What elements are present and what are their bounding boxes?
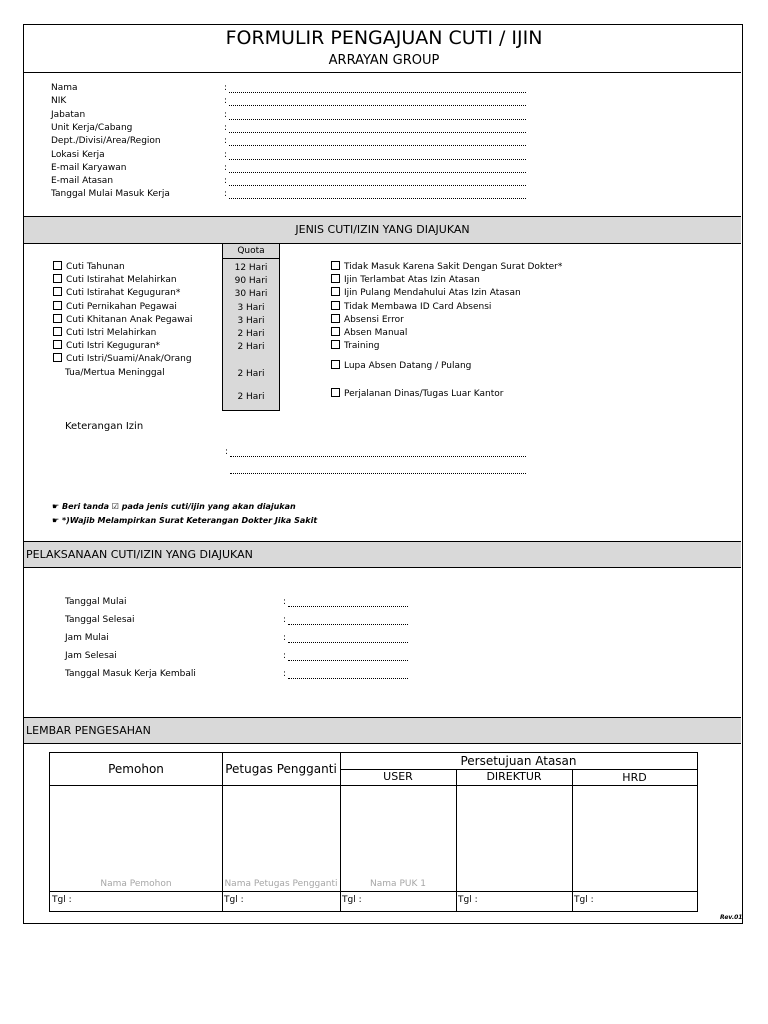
quota-value: 2 Hari [237, 329, 265, 339]
field-label: NIK [51, 96, 67, 107]
field-colon: : [224, 189, 228, 200]
leave-type-label: Cuti Istirahat Keguguran* [66, 288, 181, 298]
checkbox[interactable] [331, 274, 340, 283]
remarks-line-2[interactable] [230, 473, 526, 474]
field-input-line[interactable] [229, 159, 526, 160]
field-colon: : [224, 96, 228, 107]
tgl-pemohon: Tgl : [52, 895, 72, 905]
field-label: Tanggal Mulai Masuk Kerja [51, 189, 170, 200]
field-input-line[interactable] [229, 145, 526, 146]
quota-value: 12 Hari [234, 263, 268, 273]
permit-type-label: Lupa Absen Datang / Pulang [344, 361, 472, 371]
remarks-line-1[interactable] [230, 456, 526, 457]
checkbox[interactable] [331, 340, 340, 349]
leave-type-label: Tua/Mertua Meninggal [65, 368, 165, 378]
checkbox[interactable] [53, 327, 62, 336]
company-name: ARRAYAN GROUP [328, 53, 440, 68]
field-input-line[interactable] [229, 119, 526, 120]
leave-type-item[interactable] [53, 328, 156, 338]
user-header: USER [383, 770, 413, 783]
permit-type-item[interactable] [331, 361, 471, 371]
field-label: E-mail Atasan [51, 176, 114, 187]
approval-heading: LEMBAR PENGESAHAN [26, 724, 151, 737]
note-2 [52, 516, 317, 525]
execution-field-input-line[interactable] [288, 624, 408, 625]
execution-field-label: Tanggal Mulai [65, 597, 127, 607]
direktur-header: DIREKTUR [486, 770, 542, 783]
field-label: Lokasi Kerja [51, 149, 105, 160]
execution-field-input-line[interactable] [288, 642, 408, 643]
signature-table [49, 752, 698, 912]
tgl-hrd: Tgl : [574, 895, 594, 905]
execution-field-colon: : [283, 669, 287, 679]
checkbox[interactable] [331, 388, 340, 397]
leave-type-item[interactable] [53, 275, 177, 285]
checkbox[interactable] [331, 314, 340, 323]
permit-type-label: Tidak Masuk Karena Sakit Dengan Surat Dokter* [344, 262, 563, 272]
permit-type-item[interactable] [331, 328, 407, 338]
quota-value: 3 Hari [237, 303, 265, 313]
leave-type-item[interactable] [53, 315, 193, 325]
field-colon: : [224, 176, 228, 187]
execution-heading: PELAKSANAAN CUTI/IZIN YANG DIAJUKAN [26, 548, 253, 561]
permit-type-item[interactable] [331, 275, 480, 285]
permit-type-label: Absensi Error [344, 315, 404, 325]
permit-type-label: Tidak Membawa ID Card Absensi [344, 302, 492, 312]
note-2-text: *)Wajib Melampirkan Surat Keterangan Dokter Jika Sakit [61, 516, 318, 525]
permit-type-item[interactable] [331, 288, 521, 298]
leave-type-item[interactable] [53, 354, 192, 364]
checkbox[interactable] [331, 261, 340, 270]
pointing-hand-icon: ☛ [52, 502, 60, 511]
leave-type-label: Cuti Istri Melahirkan [66, 328, 157, 338]
execution-field-colon: : [283, 651, 287, 661]
permit-type-label: Ijin Terlambat Atas Izin Atasan [344, 275, 480, 285]
leave-request-form [23, 24, 743, 924]
leave-type-item[interactable] [53, 288, 180, 298]
permit-type-item[interactable] [331, 262, 562, 272]
leave-type-label: Cuti Istri Keguguran* [66, 341, 161, 351]
checkbox[interactable] [53, 274, 62, 283]
checkbox[interactable] [53, 287, 62, 296]
quota-value: 2 Hari [237, 342, 265, 352]
divider [24, 72, 741, 73]
pointing-hand-icon: ☛ [52, 516, 60, 525]
permit-type-item[interactable] [331, 315, 404, 325]
remarks-colon: : [225, 447, 229, 457]
permit-type-label: Absen Manual [344, 328, 408, 338]
checkbox[interactable] [53, 353, 62, 362]
quota-value: 90 Hari [234, 276, 268, 286]
execution-field-label: Tanggal Selesai [65, 615, 135, 625]
execution-field-label: Jam Mulai [65, 633, 109, 643]
quota-value: 2 Hari [237, 392, 265, 402]
checkbox[interactable] [331, 301, 340, 310]
field-colon: : [224, 136, 228, 147]
leave-type-heading: JENIS CUTI/IZIN YANG DIAJUKAN [295, 223, 470, 236]
leave-type-item[interactable] [53, 262, 125, 272]
field-colon: : [224, 122, 228, 133]
quota-value: 2 Hari [237, 369, 265, 379]
field-label: Nama [51, 83, 78, 93]
field-label: E-mail Karyawan [51, 162, 127, 173]
puk-name-placeholder: Nama PUK 1 [370, 879, 426, 889]
checkbox[interactable] [53, 301, 62, 310]
permit-type-item[interactable] [331, 389, 503, 399]
quota-header: Quota [223, 244, 279, 259]
note-1-text: Beri tanda ☑ pada jenis cuti/ijin yang akan diajukan [61, 502, 296, 511]
field-input-line[interactable] [229, 132, 526, 133]
pengganti-header: Petugas Pengganti [225, 762, 337, 776]
field-label: Unit Kerja/Cabang [51, 122, 133, 133]
form-title: FORMULIR PENGAJUAN CUTI / IJIN [225, 27, 543, 49]
leave-type-label: Cuti Tahunan [66, 262, 125, 272]
field-colon: : [224, 162, 228, 173]
execution-field-colon: : [283, 633, 287, 643]
permit-type-item[interactable] [331, 341, 380, 351]
note-1 [52, 502, 296, 511]
approval-band [24, 717, 741, 744]
checkbox[interactable] [53, 340, 62, 349]
permit-type-label: Training [344, 341, 380, 351]
leave-type-label: Cuti Istirahat Melahirkan [66, 275, 177, 285]
leave-type-item[interactable] [53, 302, 177, 312]
tgl-pengganti: Tgl : [224, 895, 244, 905]
execution-field-input-line[interactable] [288, 606, 408, 607]
leave-type-band [24, 216, 741, 244]
tgl-user: Tgl : [342, 895, 362, 905]
field-colon: : [224, 83, 228, 93]
pengganti-name-placeholder: Nama Petugas Pengganti [224, 879, 338, 889]
leave-type-label: Cuti Pernikahan Pegawai [66, 302, 177, 312]
checkbox[interactable] [53, 261, 62, 270]
checkbox[interactable] [331, 327, 340, 336]
execution-field-label: Jam Selesai [65, 651, 117, 661]
execution-field-label: Tanggal Masuk Kerja Kembali [65, 669, 196, 679]
execution-field-input-line[interactable] [288, 678, 408, 679]
quota-column [222, 243, 280, 411]
leave-type-label: Cuti Istri/Suami/Anak/Orang [66, 354, 192, 364]
field-input-line[interactable] [229, 172, 526, 173]
checkbox[interactable] [331, 287, 340, 296]
execution-band [24, 541, 741, 568]
field-colon: : [224, 149, 228, 160]
permit-type-item[interactable] [331, 302, 491, 312]
tgl-direktur: Tgl : [458, 895, 478, 905]
field-input-line[interactable] [229, 105, 526, 106]
leave-type-item[interactable] [53, 341, 160, 351]
permit-type-label: Ijin Pulang Mendahului Atas Izin Atasan [344, 288, 521, 298]
field-label: Dept./Divisi/Area/Region [51, 136, 161, 147]
field-input-line[interactable] [229, 198, 526, 199]
execution-field-colon: : [283, 615, 287, 625]
field-colon: : [224, 109, 228, 120]
persetujuan-header: Persetujuan Atasan [460, 754, 577, 768]
checkbox[interactable] [331, 360, 340, 369]
leave-type-item[interactable] [65, 368, 165, 378]
permit-type-label: Perjalanan Dinas/Tugas Luar Kantor [344, 389, 504, 399]
pemohon-name-placeholder: Nama Pemohon [100, 879, 172, 889]
quota-value: 3 Hari [237, 316, 265, 326]
remarks-label: Keterangan Izin [65, 421, 144, 432]
quota-value: 30 Hari [234, 289, 268, 299]
field-input-line[interactable] [229, 92, 526, 93]
hrd-header: HRD [622, 771, 647, 784]
checkbox[interactable] [53, 314, 62, 323]
execution-field-input-line[interactable] [288, 660, 408, 661]
pemohon-header: Pemohon [108, 762, 164, 776]
execution-field-colon: : [283, 597, 287, 607]
field-input-line[interactable] [229, 185, 526, 186]
revision-label: Rev.01 [720, 914, 743, 921]
field-label: Jabatan [51, 109, 86, 120]
leave-type-label: Cuti Khitanan Anak Pegawai [66, 315, 193, 325]
